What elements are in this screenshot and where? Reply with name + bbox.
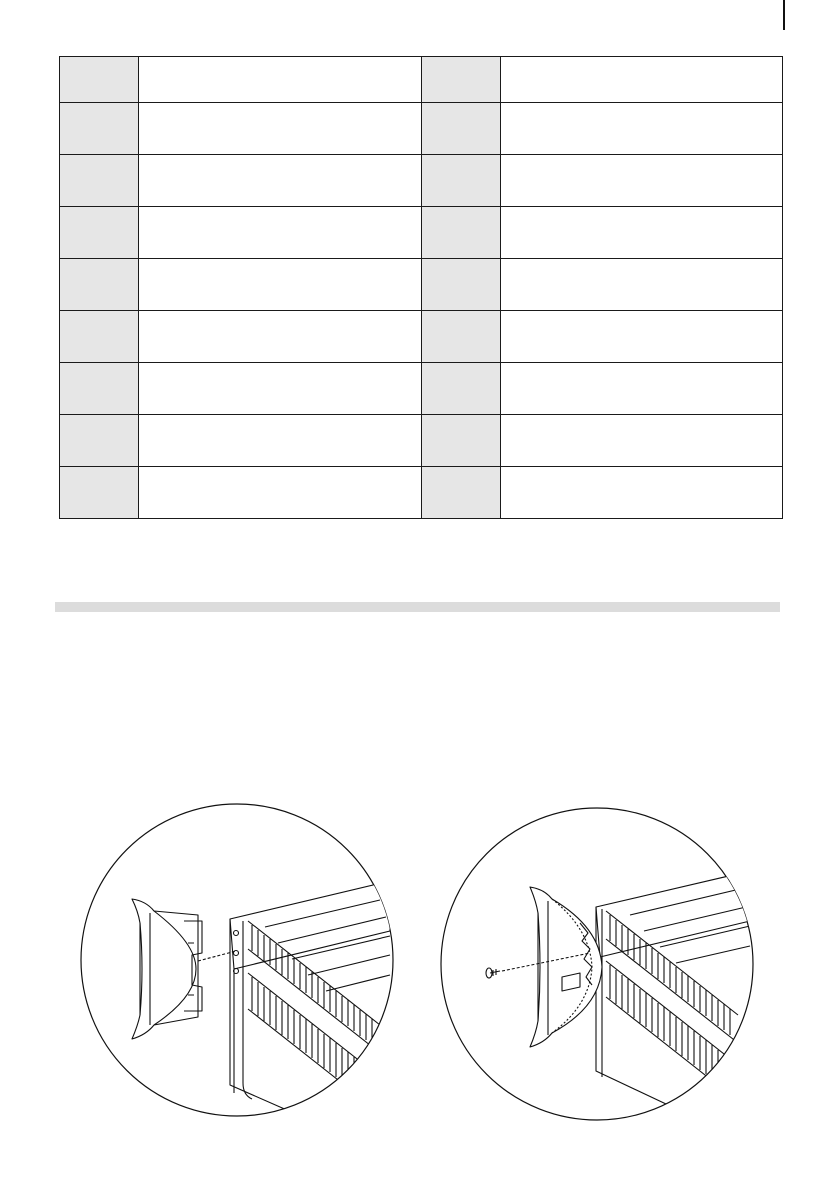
part-number-cell	[60, 259, 139, 311]
part-name-cell	[500, 103, 783, 155]
part-number-cell	[60, 415, 139, 467]
part-name-cell	[500, 467, 783, 519]
table-row	[60, 207, 783, 259]
section-heading-band	[55, 602, 780, 612]
parts-table	[59, 56, 783, 519]
part-number-cell	[60, 103, 139, 155]
part-number-cell	[421, 259, 500, 311]
table-row	[60, 363, 783, 415]
table-row	[60, 415, 783, 467]
part-number-cell	[60, 311, 139, 363]
table-row	[60, 467, 783, 519]
foot-piece	[132, 899, 202, 1039]
part-number-cell	[421, 415, 500, 467]
table-row	[60, 155, 783, 207]
part-name-cell	[500, 155, 783, 207]
part-number-cell	[421, 363, 500, 415]
part-number-cell	[421, 311, 500, 363]
part-name-cell	[139, 155, 422, 207]
part-name-cell	[139, 311, 422, 363]
part-number-cell	[60, 155, 139, 207]
part-number-cell	[421, 467, 500, 519]
part-name-cell	[500, 415, 783, 467]
part-number-cell	[421, 207, 500, 259]
part-number-cell	[60, 57, 139, 103]
foot-screw-figure	[440, 807, 754, 1121]
part-number-cell	[421, 155, 500, 207]
part-name-cell	[500, 207, 783, 259]
table-row	[60, 57, 783, 103]
part-name-cell	[139, 415, 422, 467]
part-name-cell	[139, 57, 422, 103]
part-name-cell	[500, 311, 783, 363]
part-number-cell	[60, 363, 139, 415]
part-name-cell	[139, 467, 422, 519]
part-name-cell	[139, 259, 422, 311]
table-row	[60, 103, 783, 155]
foot-alignment-figure	[80, 803, 394, 1117]
part-number-cell	[60, 207, 139, 259]
part-name-cell	[139, 363, 422, 415]
table-row	[60, 259, 783, 311]
part-name-cell	[139, 207, 422, 259]
table-row	[60, 311, 783, 363]
page-crop-mark	[783, 0, 785, 30]
part-name-cell	[139, 103, 422, 155]
part-number-cell	[421, 57, 500, 103]
part-number-cell	[421, 103, 500, 155]
part-name-cell	[500, 363, 783, 415]
part-number-cell	[60, 467, 139, 519]
part-name-cell	[500, 259, 783, 311]
part-name-cell	[500, 57, 783, 103]
